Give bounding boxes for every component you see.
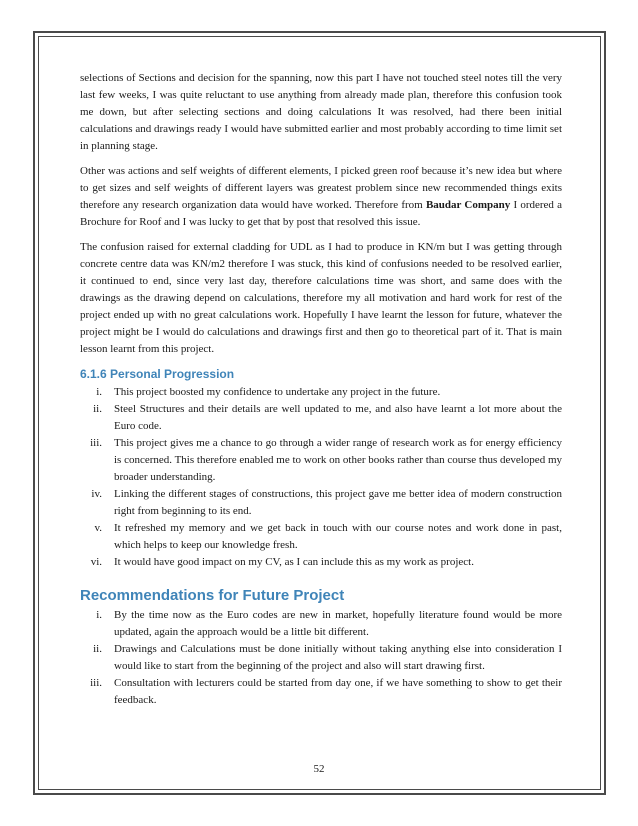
list-number: v. bbox=[94, 522, 102, 534]
list-item bbox=[80, 486, 562, 520]
list-text: Consultation with lecturers could be started from day one, if we have something to show to get their feedback. bbox=[114, 677, 562, 706]
paragraph-2 bbox=[80, 163, 562, 231]
list-text: Steel Structures and their details are well updated to me, and also have learnt a lot more about the Euro code. bbox=[114, 403, 562, 432]
paragraph-2-end: I ordered a Brochure for Roof and I was lucky to get that by post that resolved this issue. bbox=[80, 199, 563, 228]
list-item bbox=[80, 384, 562, 401]
list-item bbox=[80, 435, 562, 486]
recommendations-list bbox=[80, 607, 562, 709]
list-item bbox=[80, 675, 562, 709]
list-text: It refreshed my memory and we get back in touch with our course notes and work done in past, which helps to keep our knowledge fresh. bbox=[114, 522, 562, 551]
list-number: iii. bbox=[90, 677, 102, 689]
list-text: This project gives me a chance to go through a wider range of research work as for energy efficiency is concerned. This therefore enabled me to work on other books rather than course thus developed my broader understanding. bbox=[114, 437, 562, 483]
list-text: It would have good impact on my CV, as I can include this as my work as project. bbox=[114, 556, 474, 568]
list-number: iv. bbox=[91, 488, 102, 500]
list-text: Linking the different stages of constructions, this project gave me better idea of modern construction right from beginning to its end. bbox=[114, 488, 562, 517]
document-body bbox=[80, 70, 562, 709]
list-number: i. bbox=[96, 609, 102, 621]
paragraph-2-start: Other was actions and self weights of different elements, I picked green roof because it’s new idea but where to get sizes and self weights of different layers was greatest problem since new recommended things exits therefore any research organization data would have worked. Therefore from bbox=[80, 165, 562, 211]
list-text: Drawings and Calculations must be done initially without taking anything else into consideration I would like to start from the beginning of the project and also will start drawing first. bbox=[114, 643, 562, 672]
list-number: vi. bbox=[90, 556, 102, 568]
list-item bbox=[80, 641, 562, 675]
section-heading-personal-progression: 6.1.6 Personal Progression bbox=[80, 367, 235, 381]
list-number: i. bbox=[96, 386, 102, 398]
list-item bbox=[80, 401, 562, 435]
list-item bbox=[80, 607, 562, 641]
personal-progression-list bbox=[80, 384, 562, 571]
list-number: ii. bbox=[93, 643, 102, 655]
list-number: ii. bbox=[93, 403, 102, 415]
page-number: 52 bbox=[313, 763, 325, 775]
list-text: This project boosted my confidence to undertake any project in the future. bbox=[114, 386, 441, 398]
paragraph-1: selections of Sections and decision for the spanning, now this part I have not touched steel notes till the very last few weeks, I was quite reluctant to use anything from already made plan, therefore this confusion took me down, but after selecting sections and doing calculations It was resolved, had there been initial calculations and drawings ready I would have submitted earlier and most probably according to time limit set in planning stage. bbox=[80, 72, 562, 152]
company-name: Baudar Company bbox=[425, 199, 511, 211]
list-item bbox=[80, 520, 562, 554]
list-text: By the time now as the Euro codes are new in market, hopefully literature found would be more updated, again the approach would be a little bit different. bbox=[114, 609, 562, 638]
list-number: iii. bbox=[90, 437, 102, 449]
list-item bbox=[80, 554, 562, 571]
section-heading-recommendations: Recommendations for Future Project bbox=[80, 587, 345, 604]
paragraph-3: The confusion raised for external cladding for UDL as I had to produce in KN/m but I was getting through concrete centre data was KN/m2 therefore I was stuck, this kind of confusions needed to be resolved earlier, it continued to end, since very last day, therefore calculations time was short, and same does with the drawings as the drawing depend on calculations, therefore my all motivation and hard work for rest of the project ended up with no great calculations work. Hopefully I have learnt the lesson for future, whatever the project might be I would do calculations and drawings first and then go to theoretical part of it. That is main lesson learnt from this project. bbox=[80, 241, 562, 355]
